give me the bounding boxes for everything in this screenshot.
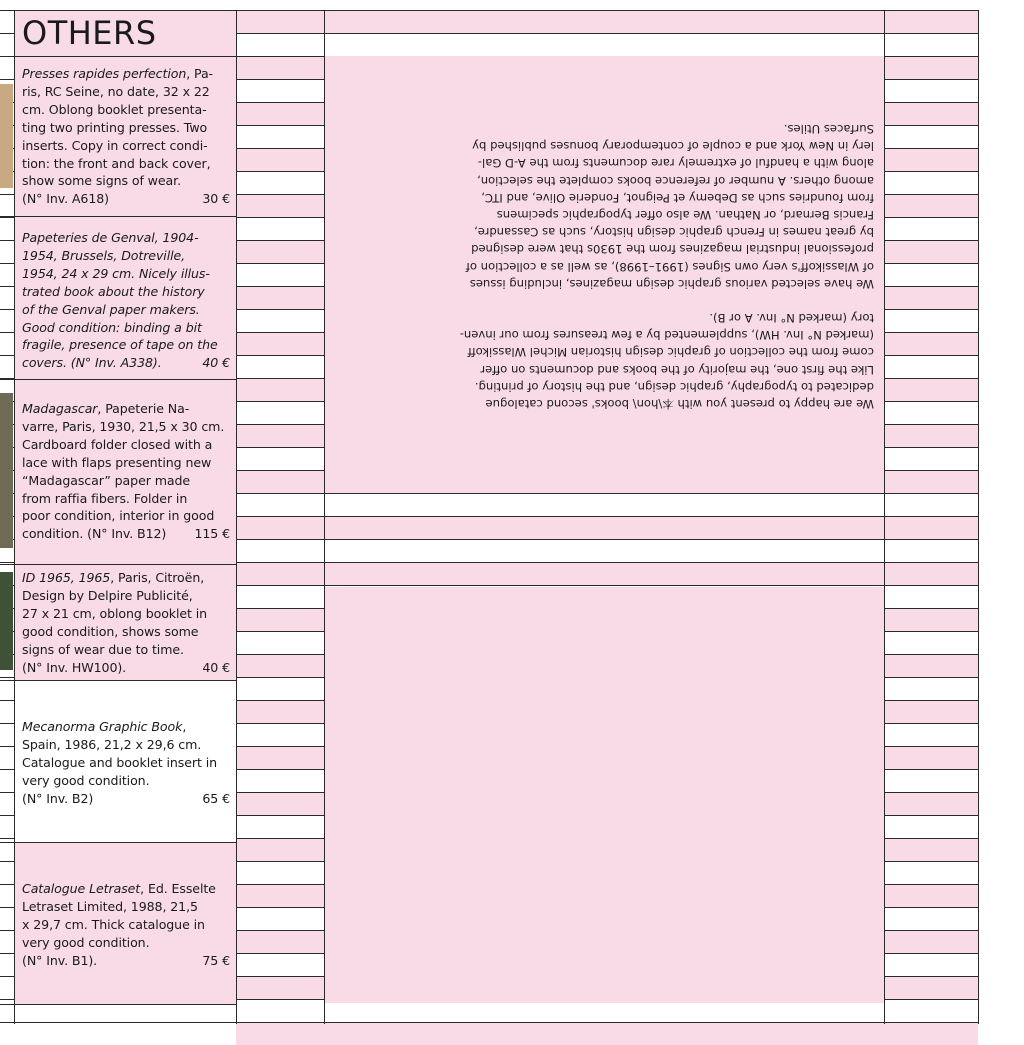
intro-line: among others. A number of reference books complete the selection,: [477, 173, 874, 188]
item-description: [22, 569, 230, 676]
merged-panel: [325, 587, 884, 1003]
item-price: 75 €: [202, 952, 230, 968]
item-description-line: poor condition, interior in good: [22, 508, 215, 524]
item-price: 40 €: [202, 659, 230, 675]
item-description: [22, 400, 230, 543]
item-description-line: Cardboard folder closed with a: [22, 436, 213, 452]
column-rule: [14, 10, 15, 1024]
ledger-row-stripe: [236, 493, 978, 516]
item-divider: [0, 1004, 236, 1005]
intro-line: of Wlassikoff's very own Signes (1991–1998), as well as a collection of: [465, 259, 874, 274]
intro-line: come from the collection of graphic design historian Michel Wlassikoff: [467, 345, 874, 360]
item-photo-thumbnail: [0, 84, 13, 188]
item-description-line: cm. Oblong booklet presenta-: [22, 101, 207, 117]
intro-line: (marked N° Inv. HW), supplemented by a few treasures from our inven-: [459, 328, 874, 343]
column-rule: [884, 10, 885, 1024]
item-description-line: very good condition.: [22, 772, 150, 788]
item-description-line: lace with flaps presenting new: [22, 454, 212, 470]
intro-text-upside-down: [334, 112, 874, 412]
item-inventory-line: [22, 659, 230, 677]
item-description-line: 27 x 21 cm, oblong booklet in: [22, 605, 208, 621]
intro-line: Surfaces Utiles.: [783, 121, 874, 136]
item-description-line: Madagascar, Papeterie Na-: [22, 401, 190, 416]
intro-line: dedicated to typography, graphic design, and the history of printing.: [474, 379, 874, 394]
item-description-line: Spain, 1986, 21,2 x 29,6 cm.: [22, 736, 202, 752]
item-description: [22, 229, 230, 372]
item-description-line: good condition, shows some: [22, 623, 199, 639]
item-price: 115 €: [194, 526, 230, 542]
item-inventory-number: (N° Inv. B1).: [22, 952, 98, 968]
item-description-line: Mecanorma Graphic Book,: [22, 719, 187, 734]
item-description-line: signs of wear due to time.: [22, 641, 184, 657]
ledger-rule: [0, 1022, 978, 1023]
item-description-line: tion: the front and back cover,: [22, 155, 211, 171]
ledger-row-stripe: [236, 10, 978, 33]
ledger-row-stripe: [236, 562, 978, 585]
item-description-line: ting two printing presses. Two: [22, 119, 208, 135]
item-description-line: Presses rapides perfection, Pa-: [22, 66, 213, 81]
column-rule: [236, 10, 237, 1024]
column-rule: [978, 10, 979, 1024]
ledger-row-stripe: [236, 539, 978, 562]
item-photo-thumbnail: [0, 393, 13, 548]
item-description-line: Papeteries de Genval, 1904-: [22, 230, 199, 245]
item-description-line: Letraset Limited, 1988, 21,5: [22, 898, 198, 914]
item-description-line: fragile, presence of tape on the: [22, 337, 218, 353]
column-rule: [324, 10, 325, 1024]
intro-paragraph-2: [334, 120, 874, 292]
ledger-row-stripe: [236, 516, 978, 539]
item-description-line: x 29,7 cm. Thick catalogue in: [22, 916, 205, 932]
item-description-line: ris, RC Seine, no date, 32 x 22: [22, 83, 210, 99]
item-description: [22, 718, 230, 808]
item-photo-thumbnail: [0, 572, 13, 670]
item-description-line: Catalogue and booklet insert in: [22, 754, 217, 770]
item-price: 40 €: [202, 355, 230, 371]
item-description-line: show some signs of wear.: [22, 173, 181, 189]
intro-line: from foundries such as Debemy et Peignot, Fonderie Olive, and ITC,: [481, 190, 874, 205]
intro-line: lery in New York and a couple of contemporary bonuses published by: [472, 139, 874, 154]
intro-line: We have selected various graphic design magazines, including issues: [469, 276, 874, 291]
item-description-line: inserts. Copy in correct condi-: [22, 137, 208, 153]
intro-line: along with a handful of extremely rare documents from the A-D Gal-: [477, 156, 874, 171]
item-description-line: Good condition: binding a bit: [22, 319, 202, 335]
item-inventory-number: condition. (N° Inv. B12): [22, 526, 167, 542]
ledger-row-stripe: [236, 33, 978, 56]
item-description-line: 1954, 24 x 29 cm. Nicely illus-: [22, 265, 210, 281]
item-price: 30 €: [202, 191, 230, 207]
intro-line: by great names in French graphic design history, such as Cassandre,: [474, 225, 874, 240]
section-title: OTHERS: [22, 14, 157, 52]
ledger-row-stripe: [236, 1022, 978, 1045]
item-inventory-number: covers. (N° Inv. A338).: [22, 355, 162, 371]
item-inventory-line: [22, 354, 230, 372]
item-inventory-number: (N° Inv. HW100).: [22, 659, 127, 675]
item-inventory-line: [22, 790, 230, 808]
item-description-line: Design by Delpire Publicité,: [22, 587, 193, 603]
intro-line: Francis Bernard, or Nathan. We also offer typographic specimens: [496, 207, 874, 222]
item-description-line: from raffia fibers. Folder in: [22, 490, 188, 506]
item-inventory-line: [22, 952, 230, 970]
intro-line: We are happy to present you with 本\hon\ books' second catalogue: [485, 397, 874, 411]
item-description-line: varre, Paris, 1930, 21,5 x 30 cm.: [22, 418, 225, 434]
item-inventory-number: (N° Inv. A618): [22, 191, 109, 207]
title-divider: [0, 56, 236, 57]
item-price: 65 €: [202, 790, 230, 806]
intro-line: professional industrial magazines from the 1930s that were designed: [471, 242, 874, 257]
intro-paragraph-1: [334, 309, 874, 412]
intro-line: tory (marked N° Inv. A or B).: [709, 310, 874, 325]
item-description-line: Catalogue Letraset, Ed. Esselte: [22, 881, 216, 896]
item-description: [22, 65, 230, 208]
item-description: [22, 880, 230, 970]
item-description-line: trated book about the history: [22, 283, 205, 299]
intro-line: Like the first one, the majority of the books and documents on offer: [480, 362, 874, 377]
item-description-line: very good condition.: [22, 934, 150, 950]
item-description-line: 1954, Brussels, Dotreville,: [22, 247, 186, 263]
item-inventory-line: [22, 525, 230, 543]
ledger-row-stripe: [236, 470, 978, 493]
item-description-line: ID 1965, 1965, Paris, Citroën,: [22, 570, 205, 585]
item-description-line: of the Genval paper makers.: [22, 301, 200, 317]
item-inventory-line: [22, 190, 230, 208]
item-inventory-number: (N° Inv. B2): [22, 790, 94, 806]
item-description-line: “Madagascar” paper made: [22, 472, 191, 488]
